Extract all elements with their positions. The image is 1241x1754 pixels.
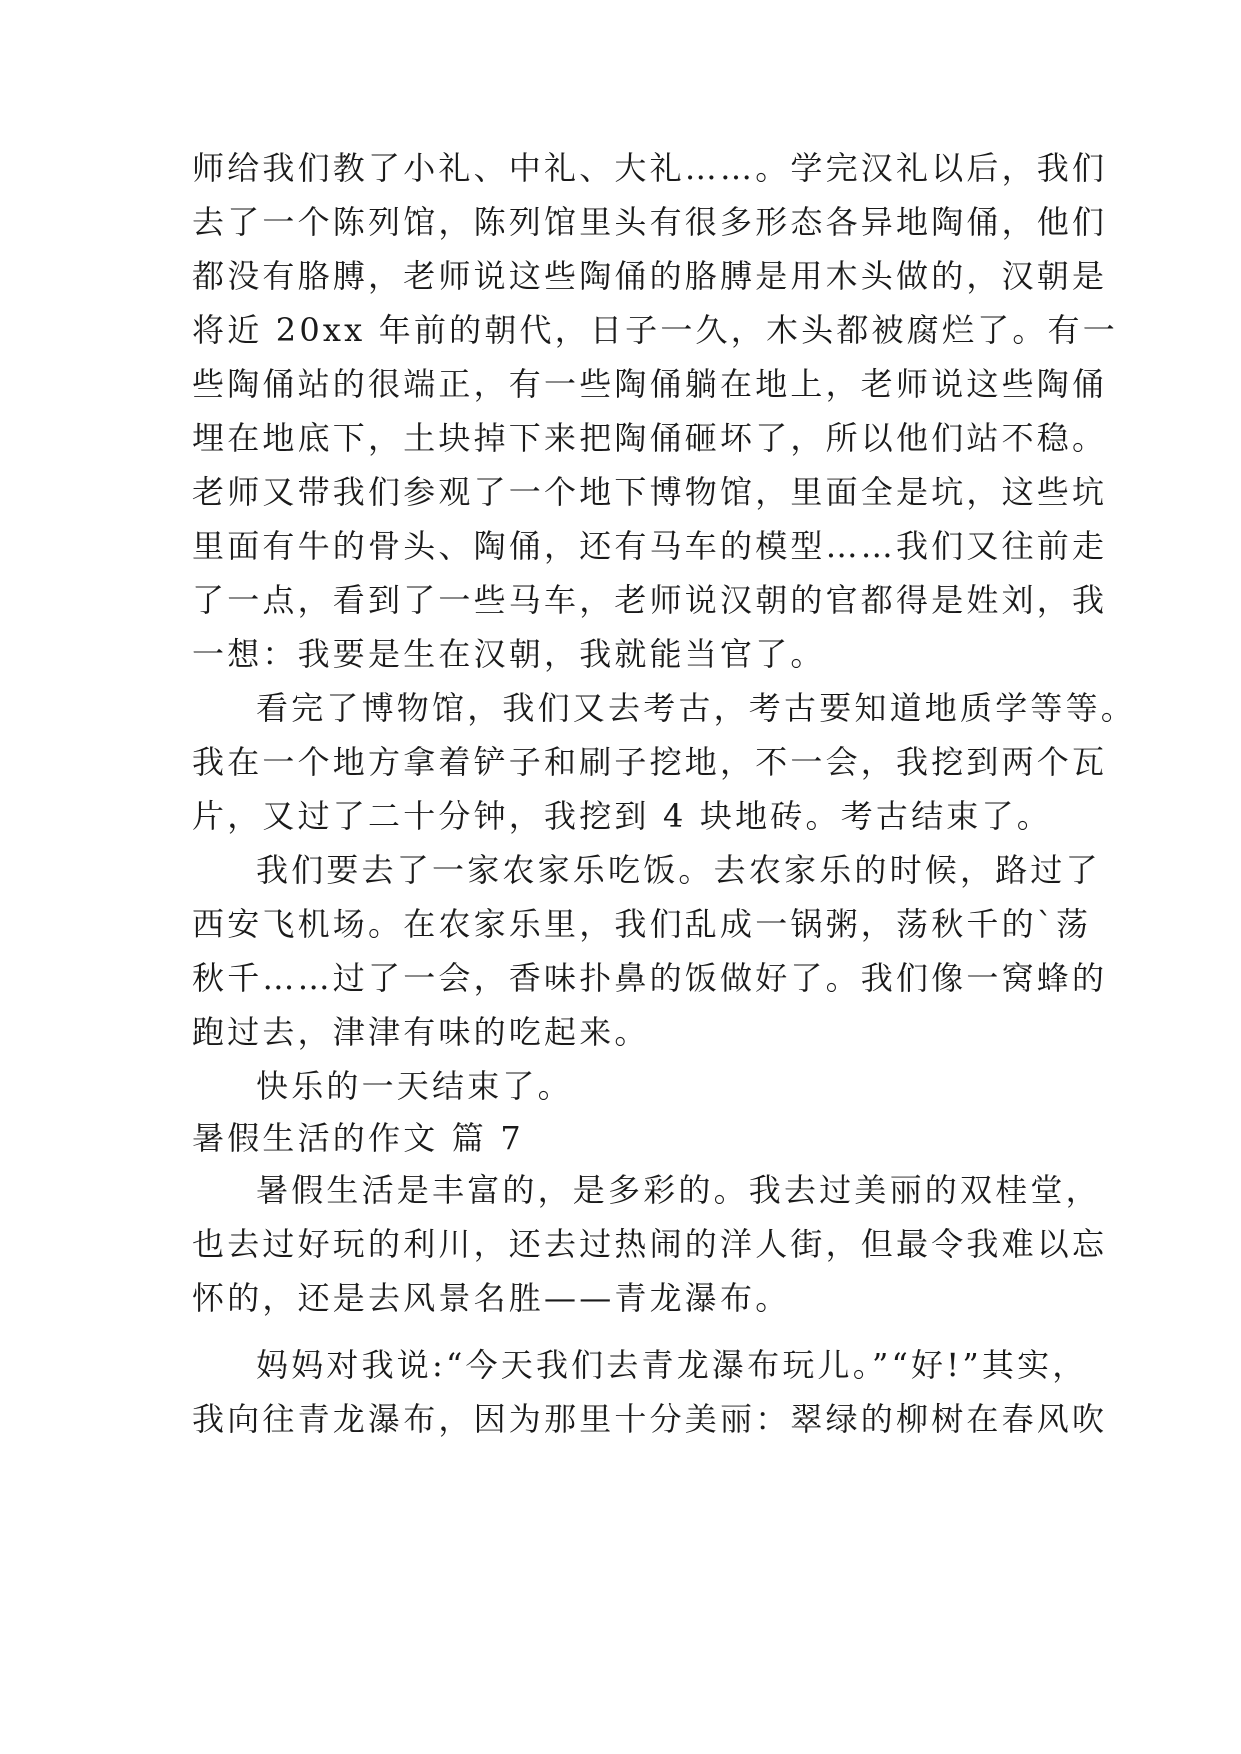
paragraph-first-line: 我们要去了一家农家乐吃饭。去农家乐的时候，路过了 (256, 851, 1101, 889)
paragraph-line: 都没有胳膊，老师说这些陶俑的胳膊是用木头做的，汉朝是 (192, 257, 1108, 295)
paragraph-first-line: 暑假生活是丰富的，是多彩的。我去过美丽的双桂堂， (256, 1171, 1101, 1209)
paragraph-first-line: 快乐的一天结束了。 (256, 1067, 573, 1105)
paragraph-line: 也去过好玩的利川，还去过热闹的洋人街，但最令我难以忘 (192, 1225, 1108, 1263)
paragraph-line: 些陶俑站的很端正，有一些陶俑躺在地上，老师说这些陶俑 (192, 365, 1108, 403)
paragraph-line: 片，又过了二十分钟，我挖到 4 块地砖。考古结束了。 (192, 797, 1052, 835)
paragraph-first-line: 看完了博物馆，我们又去考古，考古要知道地质学等等。 (256, 689, 1137, 727)
paragraph-line: 老师又带我们参观了一个地下博物馆，里面全是坑，这些坑 (192, 473, 1108, 511)
paragraph-line: 了一点，看到了一些马车，老师说汉朝的官都得是姓刘，我 (192, 581, 1108, 619)
paragraph-line: 去了一个陈列馆，陈列馆里头有很多形态各异地陶俑，他们 (192, 203, 1108, 241)
section-heading: 暑假生活的作文 篇 7 (192, 1119, 524, 1157)
paragraph-line: 我向往青龙瀑布，因为那里十分美丽：翠绿的柳树在春风吹 (192, 1400, 1108, 1438)
paragraph-line: 师给我们教了小礼、中礼、大礼……。学完汉礼以后，我们 (192, 149, 1108, 187)
paragraph-line: 里面有牛的骨头、陶俑，还有马车的模型……我们又往前走 (192, 527, 1108, 565)
paragraph-line: 将近 20xx 年前的朝代，日子一久，木头都被腐烂了。有一 (192, 311, 1118, 349)
paragraph-line: 我在一个地方拿着铲子和刷子挖地，不一会，我挖到两个瓦 (192, 743, 1108, 781)
paragraph-line: 秋千……过了一会，香味扑鼻的饭做好了。我们像一窝蜂的 (192, 959, 1108, 997)
paragraph-first-line: 妈妈对我说:“今天我们去青龙瀑布玩儿。”“好!”其实， (256, 1346, 1088, 1384)
paragraph-line: 西安飞机场。在农家乐里，我们乱成一锅粥，荡秋千的`荡 (192, 905, 1092, 943)
paragraph-line: 一想：我要是生在汉朝，我就能当官了。 (192, 635, 826, 673)
paragraph-line: 跑过去，津津有味的吃起来。 (192, 1013, 650, 1051)
paragraph-line: 怀的，还是去风景名胜——青龙瀑布。 (192, 1279, 791, 1317)
paragraph-line: 埋在地底下，土块掉下来把陶俑砸坏了，所以他们站不稳。 (192, 419, 1108, 457)
